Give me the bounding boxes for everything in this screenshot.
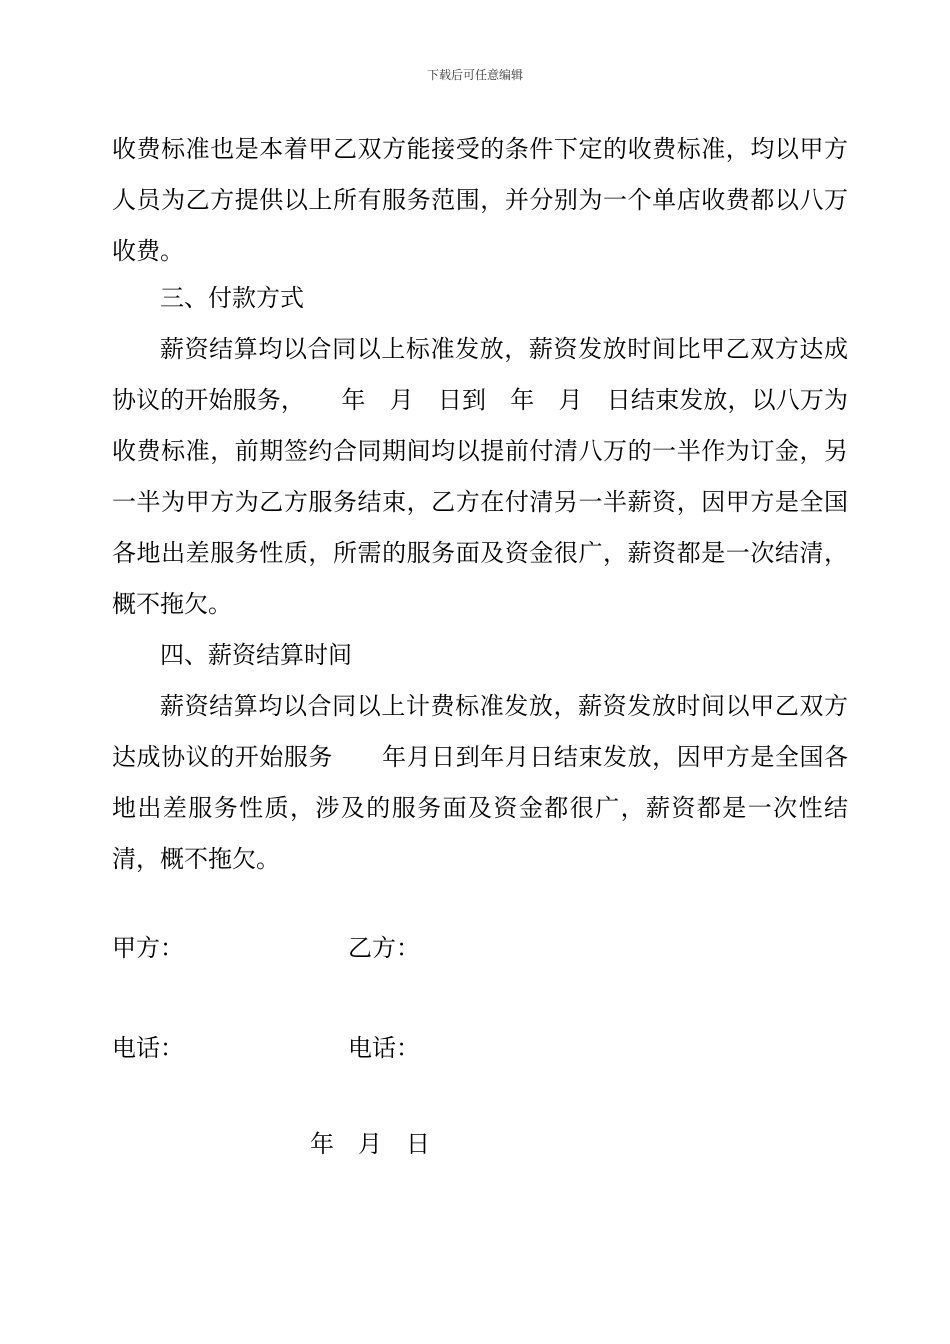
section4-body: 薪资结算均以合同以上计费标准发放，薪资发放时间以甲乙双方达成协议的开始服务 年月日到年月日结束发放，因甲方是全国各地出差服务性质，涉及的服务面及资金都很广，薪资都是一次性结清，概不拖欠。	[112, 692, 848, 873]
party-a-phone-label: 电话：	[112, 1034, 184, 1062]
section3-heading: 三、付款方式	[160, 284, 304, 312]
header-note: 下载后可任意编辑	[426, 68, 523, 82]
fee-continuation-paragraph: 收费标准也是本着甲乙双方能接受的条件下定的收费标准，均以甲方人员为乙方提供以上所有服务范围，并分别为一个单店收费都以八万收费。	[112, 135, 848, 265]
party-b-label: 乙方：	[348, 934, 420, 962]
party-b-phone-label: 电话：	[348, 1034, 420, 1062]
fee-paragraph-block	[112, 124, 848, 277]
sections-block	[112, 273, 848, 885]
party-a-label: 甲方：	[112, 934, 184, 962]
section4-heading: 四、薪资结算时间	[160, 641, 352, 669]
signing-date-line: 年 月 日	[310, 1130, 430, 1158]
section3-body: 薪资结算均以合同以上标准发放，薪资发放时间比甲乙双方达成协议的开始服务， 年 月 日到 年 月 日结束发放，以八万为收费标准，前期签约合同期间均以提前付清八万的一半作为订金，另一半为甲方为乙方服务结束，乙方在付清另一半薪资，因甲方是全国各地出差服务性质，所需的服务面及资金很广，薪资都是一次结清，概不拖欠。	[112, 335, 848, 618]
